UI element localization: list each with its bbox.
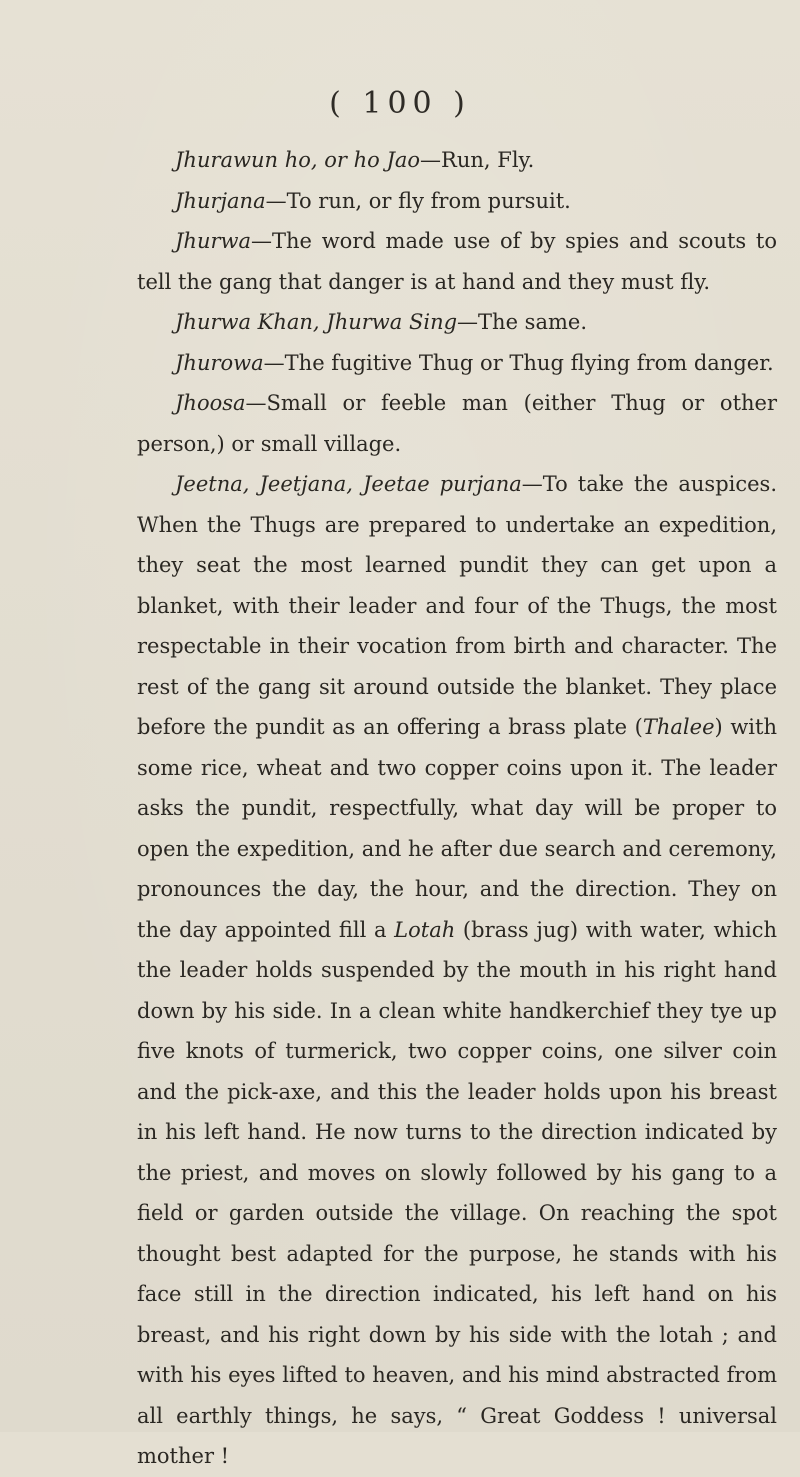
page-number: ( 100 ): [329, 86, 471, 121]
entry-term: Jhurwa: [175, 229, 252, 253]
entry-definition: —Run, Fly.: [420, 148, 535, 172]
entry-definition-part: —To take the auspices. When the Thugs are prepared to undertake an expedition, they seat the most learned pundit they can get upon a blanket, with their leader and four of the Thugs, the most respectable in their vocation from birth and character. The rest of the gang sit around outside the blanket. They place before the pundit as an offering a brass plate (: [137, 472, 777, 739]
italic-word-thalee: Thalee: [642, 715, 715, 739]
entry-jhurjana: [137, 181, 777, 222]
entry-definition: —The same.: [457, 310, 587, 334]
entry-definition-part: ) with some rice, wheat and two copper coins upon it. The leader asks the pundit, respectfully, what day will be proper to open the expedition, and he after due search and ceremony, pronounces the day, the hour, and the direction. They on the day appointed fill a: [137, 715, 777, 942]
entry-jhurwa-khan: [137, 302, 777, 343]
entry-jhurwa: [137, 221, 777, 302]
entry-term: Jhurwa Khan, Jhurwa Sing: [175, 310, 458, 334]
entry-definition: —Small or feeble man (either Thug or other person,) or small village.: [137, 391, 777, 456]
entry-jeetna: [137, 464, 777, 1477]
entry-definition: —To run, or fly from pursuit.: [265, 188, 571, 213]
entry-jhoosa: [137, 383, 777, 464]
entry-term: Jhurawun ho, or ho Jao: [175, 148, 421, 172]
entry-definition: —The fugitive Thug or Thug flying from danger.: [263, 350, 774, 375]
entry-jhurawun: [137, 140, 777, 181]
glossary-body: [137, 140, 777, 1477]
entry-definition: —The word made use of by spies and scouts to tell the gang that danger is at hand and they must fly.: [137, 229, 777, 294]
entry-term: Jhurjana: [175, 188, 266, 213]
entry-term: Jhurowa: [175, 350, 264, 375]
entry-jhurowa: [137, 343, 777, 384]
italic-word-lotah: Lotah: [394, 917, 456, 942]
entry-definition-part: (brass jug) with water, which the leader holds suspended by the mouth in his right hand down by his side. In a clean white handkerchief they tye up five knots of turmerick, two copper coins, one silver coin and the pick-axe, and this the leader holds upon his breast in his left hand. He now turns to the direction indicated by the priest, and moves on slowly followed by his gang to a field or garden outside the village. On reaching the spot thought best adapted for the purpose, he stands with his face still in the direction indicated, his left hand on his breast, and his right down by his side with the lotah ; and with his eyes lifted to heaven, and his mind abstracted from all earthly things, he says, “ Great Goddess ! universal mother !: [137, 917, 777, 1468]
entry-term: Jeetna, Jeetjana, Jeetae purjana: [175, 472, 522, 496]
entry-term: Jhoosa: [175, 391, 246, 415]
